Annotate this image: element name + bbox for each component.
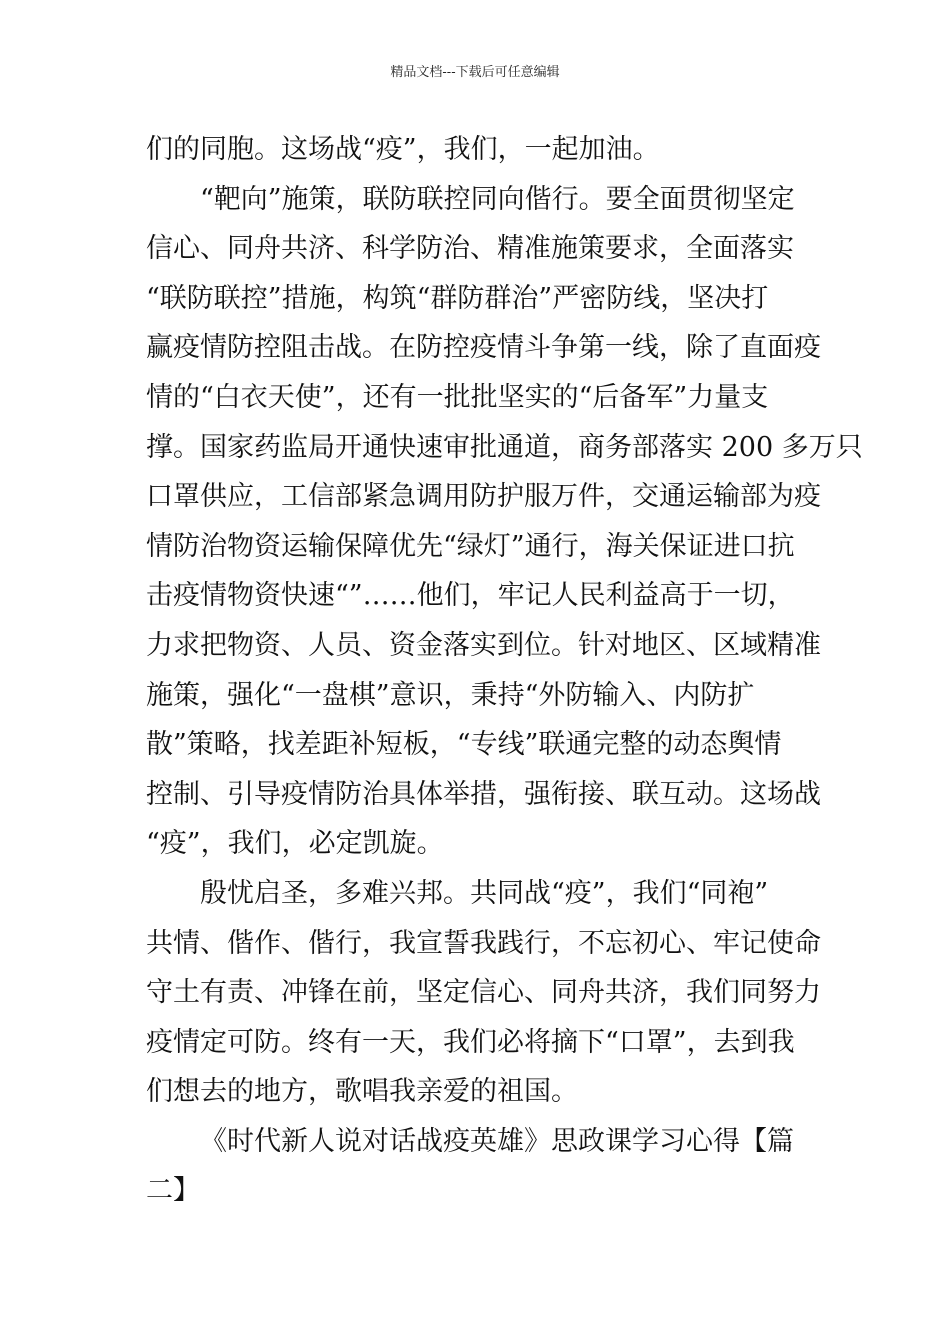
text-line: 情防治物资运输保障优先“绿灯”通行，海关保证进口抗 [146, 530, 795, 562]
section-heading-line: 二】 [146, 1175, 200, 1207]
text-line: 施策，强化“一盘棋”意识，秉持“外防输入、内防扩 [146, 679, 755, 711]
text-line: 击疫情物资快速“”……他们，牢记人民利益高于一切， [146, 580, 795, 612]
text-line: 撑。国家药监局开通快速审批通道，商务部落实 200 多万只 [146, 431, 863, 463]
text-line: 力求把物资、人员、资金落实到位。针对地区、区域精准 [146, 629, 821, 661]
text-line: “疫”，我们，必定凯旋。 [146, 828, 444, 860]
section-heading-line: 《时代新人说对话战疫英雄》思政课学习心得【篇 [200, 1125, 794, 1157]
text-line: 口罩供应，工信部紧急调用防护服万件，交通运输部为疫 [146, 481, 821, 513]
text-line: 们的同胞。这场战“疫”，我们，一起加油。 [146, 134, 660, 165]
text-line: 赢疫情防控阻击战。在防控疫情斗争第一线，除了直面疫 [146, 332, 821, 364]
text-line: 散”策略，找差距补短板，“专线”联通完整的动态舆情 [146, 729, 782, 761]
document-body [146, 125, 863, 1216]
text-line: 情的“白衣天使”，还有一批批坚实的“后备军”力量支 [146, 381, 769, 413]
text-line: 疫情定可防。终有一天，我们必将摘下“口罩”，去到我 [146, 1026, 795, 1058]
paragraph-start-line: 殷忧启圣，多难兴邦。共同战“疫”，我们“同袍” [200, 877, 769, 909]
text-line: “联防联控”措施，构筑“群防群治”严密防线，坚决打 [146, 282, 769, 314]
page-header: 精品文档---下载后可任意编辑 [390, 65, 560, 80]
text-line: 信心、同舟共济、科学防治、精准施策要求，全面落实 [146, 233, 794, 265]
text-line: 共情、偕作、偕行，我宣誓我践行，不忘初心、牢记使命 [146, 927, 821, 959]
text-line: 守土有责、冲锋在前，坚定信心、同舟共济，我们同努力 [146, 977, 821, 1009]
text-line: 控制、引导疫情防治具体举措，强衔接、联互动。这场战 [146, 778, 821, 810]
paragraph-start-line: “靶向”施策，联防联控同向偕行。要全面贯彻坚定 [200, 183, 795, 215]
text-line: 们想去的地方，歌唱我亲爱的祖国。 [146, 1076, 578, 1108]
